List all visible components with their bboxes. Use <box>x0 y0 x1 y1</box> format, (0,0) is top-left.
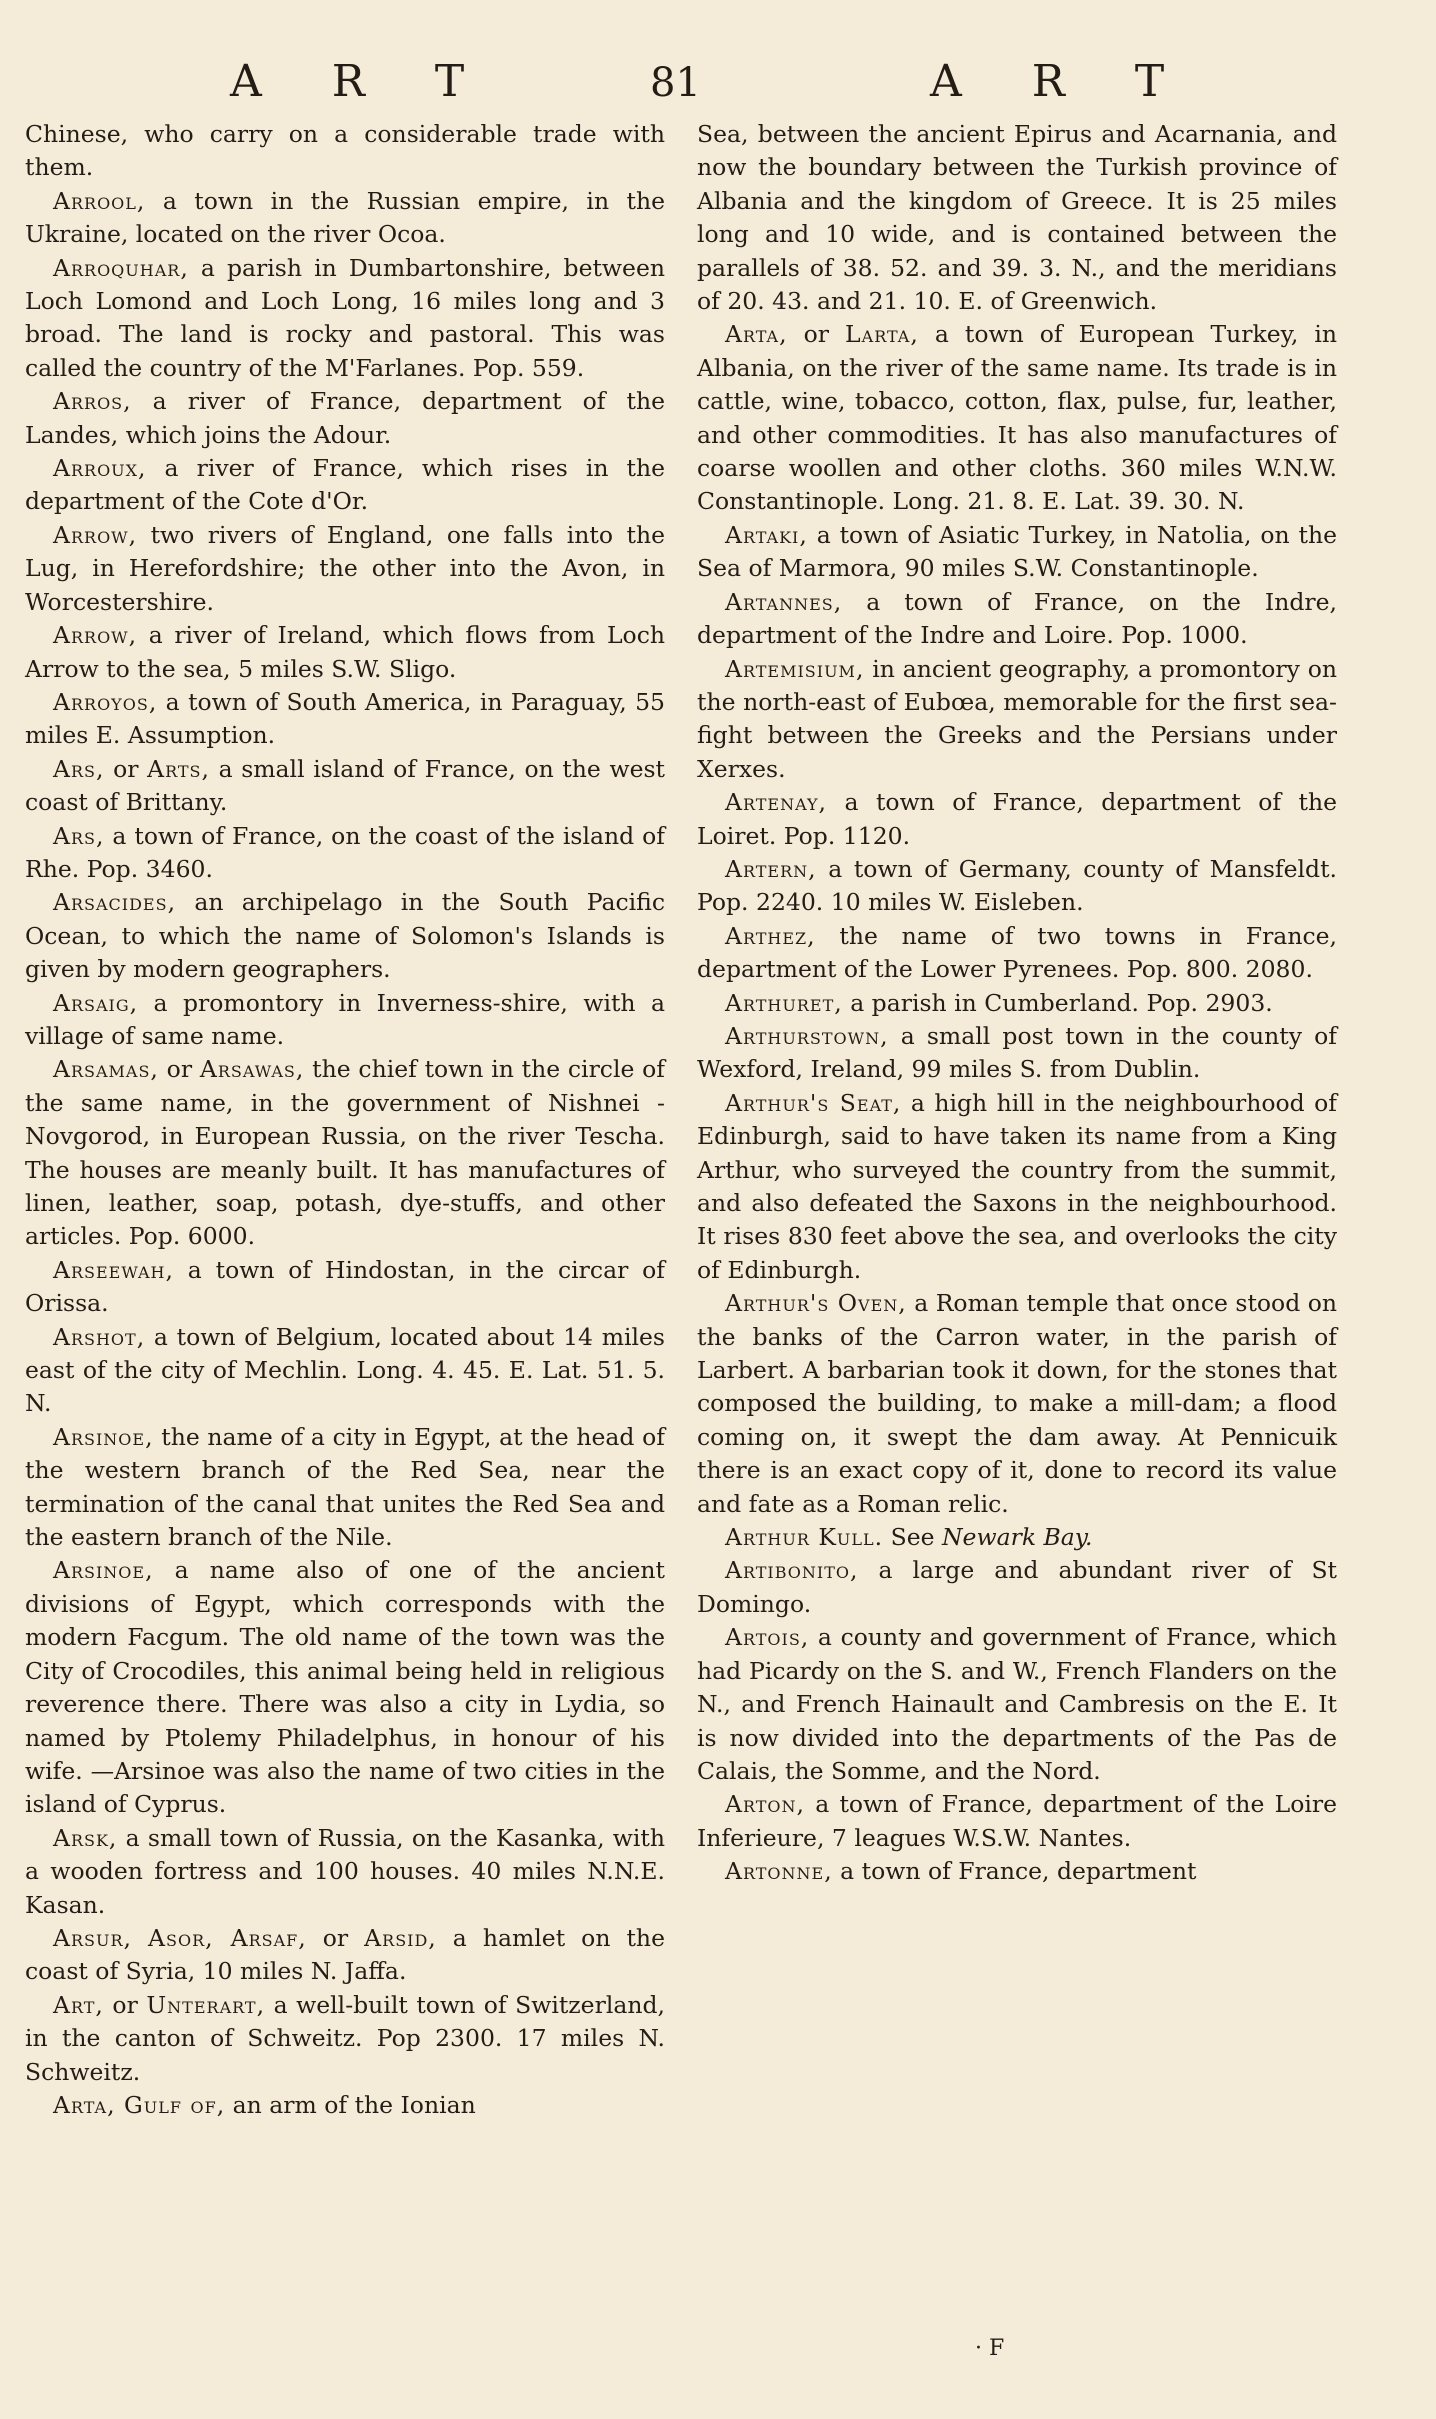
entry-text <box>132 1924 148 1952</box>
gazetteer-entry <box>697 653 1337 787</box>
gazetteer-entry <box>697 1020 1337 1087</box>
entry-text: or <box>158 1055 200 1084</box>
entry-headword: Arrow, <box>53 520 138 549</box>
entry-headword: Artois, <box>725 1623 810 1652</box>
entry-text: a small island of France, on the west coast of Brittany. <box>25 754 665 817</box>
gazetteer-entry <box>25 385 665 452</box>
entry-headword: Artern, <box>725 854 817 883</box>
gazetteer-entry <box>25 1922 665 1989</box>
entry-headword: Arthur's Oven, <box>725 1289 907 1318</box>
gazetteer-entry <box>697 1855 1337 1888</box>
page-number: 81 <box>650 60 701 106</box>
gazetteer-entry <box>25 252 665 386</box>
entry-headword: Arsur, <box>53 1923 132 1952</box>
entry-text: Chinese, who carry on a considerable trade with them. <box>25 120 665 182</box>
entry-text: or <box>306 1923 365 1952</box>
entry-headword: Arton, <box>725 1790 805 1819</box>
entry-headword: Arsinoe, <box>53 1556 154 1585</box>
gazetteer-entry <box>697 786 1337 853</box>
gazetteer-entry <box>697 1287 1337 1521</box>
entry-headword: Artemisium, <box>725 654 865 683</box>
entry-headword: Arthurstown, <box>725 1021 889 1050</box>
entry-headword: Arta, <box>725 320 788 349</box>
running-header <box>0 56 1436 116</box>
entry-headword: Arsamas, <box>53 1055 159 1084</box>
gazetteer-entry <box>697 586 1337 653</box>
entry-text: a town of Belgium, located about 14 miles east of the city of Mechlin. Long. 4. 45. E. Lat. 51. 5. N. <box>25 1322 665 1418</box>
entry-headword: Arroquhar, <box>53 253 189 282</box>
entry-headword: Arros, <box>53 387 132 416</box>
entry-headword: Arthur's Seat, <box>725 1088 902 1117</box>
entry-headword: Arthez, <box>725 921 816 950</box>
gazetteer-entry <box>697 1554 1337 1621</box>
entry-text: a Roman temple that once stood on the banks of the Carron water, in the parish of Larbert. A barbarian took it down, for the stones that composed the building, to make a mill-dam; a flood coming on, it swept the dam away. At Pennicuik there is an exact copy of it, done to record its value and fate as a Roman relic. <box>697 1289 1337 1518</box>
gazetteer-entry <box>25 1053 665 1253</box>
entry-headword: Arrool, <box>53 186 146 215</box>
entry-text: an archipelago in the South Pacific Ocean, to which the name of Solomon's Islands is given by modern geographers. <box>25 888 665 984</box>
entry-text: a small town of Russia, on the Kasanka, with a wooden fortress and 100 houses. 40 miles N.N.E. Kasan. <box>25 1823 665 1919</box>
entry-headword: Artannes, <box>725 587 843 616</box>
entry-text: an arm of the Ionian <box>225 2090 476 2119</box>
gazetteer-entry <box>25 1421 665 1555</box>
entry-text: a town of France, department <box>832 1857 1197 1886</box>
right-column <box>697 118 1337 1889</box>
entry-text: a river of France, which rises in the department of the Cote d'Or. <box>25 454 665 516</box>
entry-text: Sea, between the ancient Epirus and Acarnania, and now the boundary between the Turkish province of Albania and the kingdom of Greece. It is 25 miles long and 10 wide, and is contained between the parallels of 38. 52. and 39. 3. N., and the meridians of 20. 43. and 21. 10. E. of Greenwich. <box>697 120 1337 316</box>
entry-text: a town of France, department of the Loiret. Pop. 1120. <box>697 788 1337 850</box>
entry-headword: Arsawas, <box>199 1055 305 1084</box>
gazetteer-entry <box>697 118 1337 318</box>
gazetteer-entry <box>25 686 665 753</box>
signature-mark: · F <box>975 2336 1005 2361</box>
entry-text: a hamlet on the coast of Syria, 10 miles N. Jaffa. <box>25 1923 665 1986</box>
gazetteer-entry <box>697 853 1337 920</box>
gazetteer-entry <box>25 753 665 820</box>
gazetteer-entry <box>25 820 665 887</box>
gazetteer-entry <box>25 987 665 1054</box>
entry-text: a town of France, on the Indre, department of the Indre and Loire. Pop. 1000. <box>697 587 1337 650</box>
entry-reference: Newark Bay. <box>941 1523 1093 1552</box>
gazetteer-entry <box>25 185 665 252</box>
gazetteer-entry <box>25 519 665 619</box>
entry-headword: Arsacides, <box>53 888 177 917</box>
gazetteer-entry <box>697 1087 1337 1287</box>
entry-text: a town of Asiatic Turkey, in Natolia, on the Sea of Marmora, 90 miles S.W. Constantinople. <box>697 520 1337 583</box>
entry-text: a river of Ireland, which flows from Loch Arrow to the sea, 5 miles S.W. Sligo. <box>25 621 665 683</box>
gazetteer-entry <box>25 886 665 986</box>
entry-text: a town of France, on the coast of the island of Rhe. Pop. 3460. <box>25 821 665 883</box>
entry-text: a name also of one of the ancient divisions of Egypt, which corresponds with the modern Facgum. The old name of the town was the City of Crocodiles, this animal being held in religious reverence there. There was also a city in Lydia, so named by Ptolemy Philadelphus, in honour of his wife. —Arsinoe was also the name of two cities in the island of Cyprus. <box>25 1556 665 1819</box>
entry-text: a county and government of France, which had Picardy on the S. and W., French Flanders on the N., and French Hainault and Cambresis on the E. It is now divided into the departments of the Pas de Calais, the Somme, and the Nord. <box>697 1623 1337 1785</box>
entry-headword: Artenay, <box>725 788 828 817</box>
entry-text: a town in the Russian empire, in the Ukraine, located on the river Ocoa. <box>25 186 665 249</box>
entry-headword: Artaki, <box>725 520 808 549</box>
left-column <box>25 118 665 2122</box>
entry-headword: Arsinoe, <box>53 1422 154 1451</box>
entry-text: a river of France, department of the Landes, which joins the Adour. <box>25 387 665 449</box>
entry-text: or <box>104 754 148 783</box>
entry-text: See <box>883 1523 942 1552</box>
entry-headword: Arts, <box>147 754 210 783</box>
gazetteer-entry <box>25 1989 665 2089</box>
entry-text: a promontory in Inverness-shire, with a village of same name. <box>25 988 665 1050</box>
entry-headword: Arsaig, <box>53 988 139 1017</box>
entry-text: the name of two towns in France, department of the Lower Pyrenees. Pop. 800. 2080. <box>697 921 1337 984</box>
entry-headword: Asor, Arsaf, <box>148 1923 307 1952</box>
entry-headword: Ars, <box>53 821 105 850</box>
entry-text: a high hill in the neighbourhood of Edinburgh, said to have taken its name from a King Arthur, who surveyed the country from the summit, and also defeated the Saxons in the neighbourhood. It rises 830 feet above the sea, and overlooks the city of Edinburgh. <box>697 1088 1337 1284</box>
entry-text: a town of Hindostan, in the circar of Orissa. <box>25 1255 665 1318</box>
gazetteer-entry <box>697 987 1337 1020</box>
entry-text: a large and abundant river of St Domingo. <box>697 1556 1337 1618</box>
gazetteer-entry <box>25 452 665 519</box>
gazetteer-entry <box>697 1521 1337 1554</box>
entry-text: a parish in Cumberland. Pop. 2903. <box>842 988 1273 1017</box>
entry-headword: Arroyos, <box>53 687 158 716</box>
entry-text: a town of South America, in Paraguay, 55 miles E. Assumption. <box>25 687 665 750</box>
entry-text: in ancient geography, a promontory on the north-east of Eubœa, memorable for the first sea-fight between the Greeks and the Persians under Xerxes. <box>697 654 1337 783</box>
entry-headword: Ars, <box>53 754 105 783</box>
entry-text: a town of European Turkey, in Albania, on the river of the same name. Its trade is in cattle, wine, tobacco, cotton, flax, pulse, fur, leather, and other commodities. It has also manufactures of coarse woollen and other cloths. 360 miles W.N.W. Constantinople. Long. 21. 8. E. Lat. 39. 30. N. <box>697 320 1337 516</box>
gazetteer-entry <box>25 2089 665 2122</box>
entry-headword: Art, <box>53 1990 104 2019</box>
entry-headword: Larta, <box>845 320 919 349</box>
entry-headword: Arta, Gulf of, <box>53 2090 226 2119</box>
gazetteer-entry <box>25 1554 665 1821</box>
entry-headword: Unterart, <box>146 1990 266 2019</box>
gazetteer-entry <box>697 318 1337 518</box>
entry-text: or <box>103 1990 147 2019</box>
entry-headword: Arsid, <box>364 1923 437 1952</box>
header-right: A R T <box>930 56 1193 107</box>
entry-headword: Arthur Kull. <box>725 1523 884 1552</box>
entry-text: a small post town in the county of Wexford, Ireland, 99 miles S. from Dublin. <box>697 1021 1337 1084</box>
gazetteer-entry <box>25 1822 665 1922</box>
gazetteer-entry <box>697 1621 1337 1788</box>
gazetteer-entry <box>25 118 665 185</box>
entry-text: the chief town in the circle of the same name, in the government of Nishnei - Novgorod, in European Russia, on the river Tescha. The houses are meanly built. It has manufactures of linen, leather, soap, potash, dye-stuffs, and other articles. Pop. 6000. <box>25 1055 666 1251</box>
gazetteer-entry <box>25 619 665 686</box>
header-left: A R T <box>230 56 493 107</box>
entry-text: a parish in Dumbartonshire, between Loch Lomond and Loch Long, 16 miles long and 3 broad. The land is rocky and pastoral. This was called the country of the M'Farlanes. Pop. 559. <box>25 253 665 382</box>
gazetteer-entry <box>25 1321 665 1421</box>
gazetteer-entry <box>697 519 1337 586</box>
entry-headword: Arroux, <box>53 454 147 483</box>
entry-text: a well-built town of Switzerland, in the canton of Schweitz. Pop 2300. 17 miles N. Schweitz. <box>25 1990 665 2086</box>
gazetteer-entry <box>25 1254 665 1321</box>
entry-text: or <box>787 320 846 349</box>
entry-text: a town of Germany, county of Mansfeldt. Pop. 2240. 10 miles W. Eisleben. <box>697 854 1337 917</box>
entry-headword: Arseewah, <box>53 1255 174 1284</box>
entry-text: the name of a city in Egypt, at the head of the western branch of the Red Sea, near the termination of the canal that unites the Red Sea and the eastern branch of the Nile. <box>25 1422 665 1552</box>
gazetteer-entry <box>697 920 1337 987</box>
entry-headword: Arsk, <box>53 1823 118 1852</box>
entry-headword: Arrow, <box>53 621 138 650</box>
entry-text: two rivers of England, one falls into the Lug, in Herefordshire; the other into the Avon, in Worcestershire. <box>25 520 665 616</box>
entry-headword: Artonne, <box>725 1857 833 1886</box>
entry-headword: Arthuret, <box>725 988 843 1017</box>
entry-headword: Arshot, <box>53 1322 146 1351</box>
gazetteer-entry <box>697 1788 1337 1855</box>
entry-text: a town of France, department of the Loire Inferieure, 7 leagues W.S.W. Nantes. <box>697 1790 1337 1852</box>
entry-headword: Artibonito, <box>725 1556 859 1585</box>
